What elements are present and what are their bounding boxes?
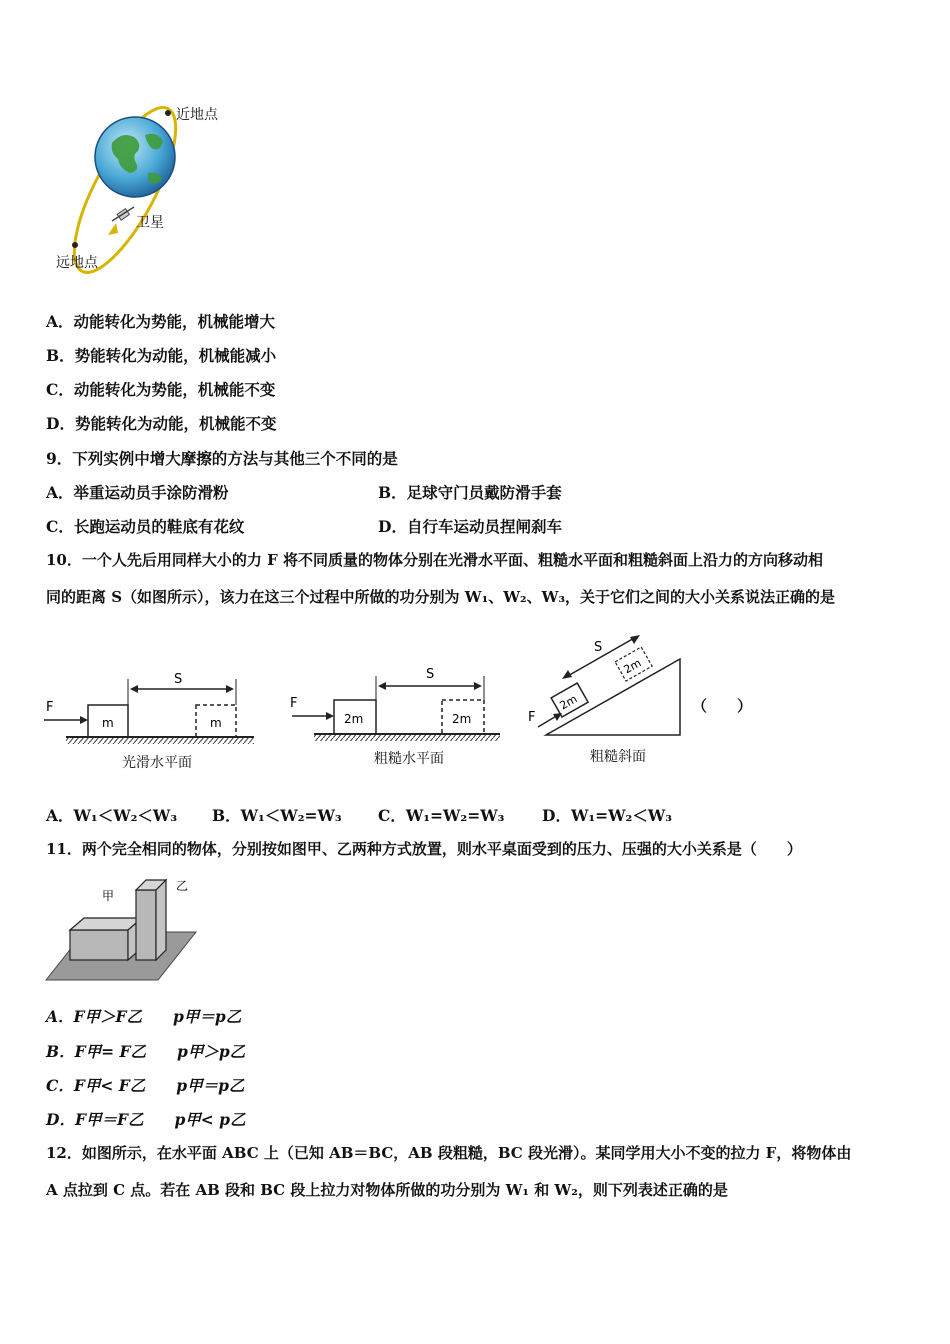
apogee-dot [72, 242, 78, 248]
q11-stem: 11．两个完全相同的物体，分别按如图甲、乙两种方式放置，则水平桌面受到的压力、压强的大小关系是（ ） [46, 840, 802, 858]
q8-option-a: A．动能转化为势能，机械能增大 [46, 312, 276, 331]
fig3-caption: 粗糙斜面 [590, 749, 646, 765]
earth-globe [95, 117, 175, 197]
perigee-dot [165, 110, 171, 116]
q10-answer-paren: （ ） [692, 697, 753, 715]
q10-figure-smooth [44, 665, 259, 750]
q12-stem-line1: 12．如图所示，在水平面 ABC 上（已知 AB＝BC，AB 段粗糙，BC 段光滑）。某同学用大小不变的拉力 F，将物体由 [46, 1144, 852, 1162]
q9-option-b: B．足球守门员戴防滑手套 [378, 483, 562, 502]
q11-figure [44, 872, 199, 987]
q10-figure-incline [526, 625, 691, 740]
q10-option-b: B．W₁＜W₂=W₃ [212, 806, 342, 825]
q9-stem: 9．下列实例中增大摩擦的方法与其他三个不同的是 [46, 449, 398, 468]
q11-option-b: B．F甲= F乙 p甲＞p乙 [46, 1042, 246, 1061]
satellite-icon [112, 207, 134, 221]
fig1-mass-start: m [102, 716, 114, 730]
q10-stem-line1: 10．一个人先后用同样大小的力 F 将不同质量的物体分别在光滑水平面、粗糙水平面和粗糙斜面上沿力的方向移动相 [46, 551, 823, 569]
fig2-force-label: F [290, 696, 298, 711]
apogee-label: 远地点 [56, 255, 98, 271]
perigee-label: 近地点 [176, 107, 218, 123]
fig3-mass-start: 2m [557, 692, 580, 713]
q9-option-a: A．举重运动员手涂防滑粉 [46, 483, 229, 502]
q8-option-d: D．势能转化为动能，机械能不变 [46, 414, 277, 433]
q9-option-d: D．自行车运动员捏闸刹车 [378, 517, 562, 536]
orbit-direction-arrow [108, 223, 118, 235]
block-yi [136, 880, 166, 960]
q8-option-c: C．动能转化为势能，机械能不变 [46, 380, 276, 399]
fig3-mass-end: 2m [621, 656, 644, 677]
fig3-force-label: F [528, 710, 536, 725]
q10-option-a: A．W₁＜W₂＜W₃ [46, 806, 178, 825]
label-jia: 甲 [102, 889, 115, 903]
q10-option-d: D．W₁=W₂＜W₃ [542, 806, 673, 825]
q8-option-b: B．势能转化为动能，机械能减小 [46, 346, 277, 365]
fig1-distance-label: S [174, 672, 183, 687]
q11-option-d: D．F甲＝F乙 p甲< p乙 [46, 1110, 246, 1129]
q9-option-c: C．长跑运动员的鞋底有花纹 [46, 517, 245, 536]
fig2-distance-label: S [426, 667, 435, 682]
q10-figure-rough [288, 660, 503, 745]
fig1-mass-end: m [210, 716, 222, 730]
fig1-caption: 光滑水平面 [122, 755, 192, 771]
q11-option-c: C．F甲< F乙 p甲＝p乙 [46, 1076, 245, 1095]
q10-stem-line2: 同的距离 S（如图所示），该力在这三个过程中所做的功分别为 W₁、W₂、W₃，关于它们之间的大小关系说法正确的是 [46, 588, 836, 606]
fig2-mass-end: 2m [452, 712, 472, 726]
q11-option-a: A．F甲＞F乙 p甲＝p乙 [46, 1007, 242, 1026]
q12-stem-line2: A 点拉到 C 点。若在 AB 段和 BC 段上拉力对物体所做的功分别为 W₁ 和 W₂，则下列表述正确的是 [46, 1181, 728, 1199]
fig2-mass-start: 2m [344, 712, 364, 726]
block-jia [70, 918, 142, 960]
label-yi: 乙 [176, 879, 189, 893]
fig3-distance-label: S [594, 640, 603, 655]
fig2-caption: 粗糙水平面 [374, 751, 444, 767]
fig1-force-label: F [46, 700, 54, 715]
q10-option-c: C．W₁=W₂=W₃ [378, 806, 505, 825]
satellite-label: 卫星 [136, 215, 164, 231]
